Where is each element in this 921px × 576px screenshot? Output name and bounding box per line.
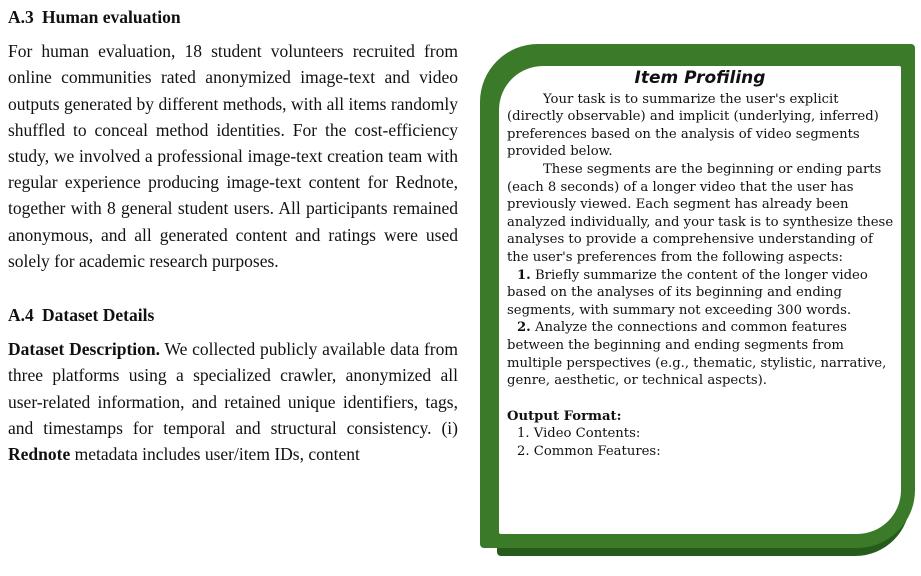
prompt-paragraph-2: These segments are the beginning or ending parts (each 8 seconds) of a longer video that the user has previously viewed. Each segment has already been analyzed individually, and your task is to synthesize these analyses to provide a comprehensive understanding of the user's preferences from the following aspects: (507, 161, 894, 265)
item-number: 2. (517, 320, 531, 336)
left-column (8, 0, 458, 467)
section-title: Dataset Details (42, 305, 155, 326)
section-number: A.3 (8, 7, 34, 27)
prompt-item-2 (507, 319, 895, 389)
section-number: A.4 (8, 305, 34, 326)
prompt-title: Item Profiling (634, 68, 766, 88)
section-heading-a3 (8, 4, 458, 30)
item-text: Analyze the connections and common features between the beginning and ending segments from multiple perspectives (e.g., thematic, stylistic, narrative, genre, aesthetic, or technical aspects). (507, 320, 887, 389)
section-heading-a4 (8, 302, 458, 328)
item-text: Briefly summarize the content of the longer video based on the analyses of its beginning and ending segments, with summary not exceeding 300 words. (507, 267, 868, 318)
prompt-paragraph-1: Your task is to summarize the user's explicit (directly observable) and implicit (underlying, inferred) preferences based on the analysis of video segments provided below. (507, 91, 879, 160)
human-evaluation-paragraph: For human evaluation, 18 student volunteers recruited from online communities rated anonymized image-text and video outputs generated by different methods, with all items randomly shuffled to conceal method identities. For the cost-efficiency study, we involved a professional image-text creation team with regular experience producing image-text content for Rednote, together with 8 general student users. All participants remained anonymous, and all generated content and ratings were used solely for academic research purposes. (8, 41, 458, 271)
section-title: Human evaluation (42, 7, 181, 27)
output-format-heading: Output Format: (507, 408, 622, 424)
paragraph-tail: metadata includes user/item IDs, content (70, 444, 360, 465)
item-profiling-prompt (499, 66, 901, 534)
dataset-description-paragraph (8, 336, 458, 467)
output-item-video-contents: 1. Video Contents: (517, 426, 641, 442)
prompt-item-1 (507, 267, 895, 320)
prompt-body (499, 91, 901, 461)
paragraph-lead: Dataset Description. (8, 339, 161, 360)
paragraph-body: We collected publicly available data from three platforms using a specialized crawler, anonymized all user-related information, and retained unique identifiers, tags, and timestamps for temporal and structural consistency. (i) (8, 339, 458, 438)
rednote-term: Rednote (8, 444, 71, 465)
output-item-common-features: 2. Common Features: (517, 443, 661, 459)
item-number: 1. (517, 267, 531, 283)
